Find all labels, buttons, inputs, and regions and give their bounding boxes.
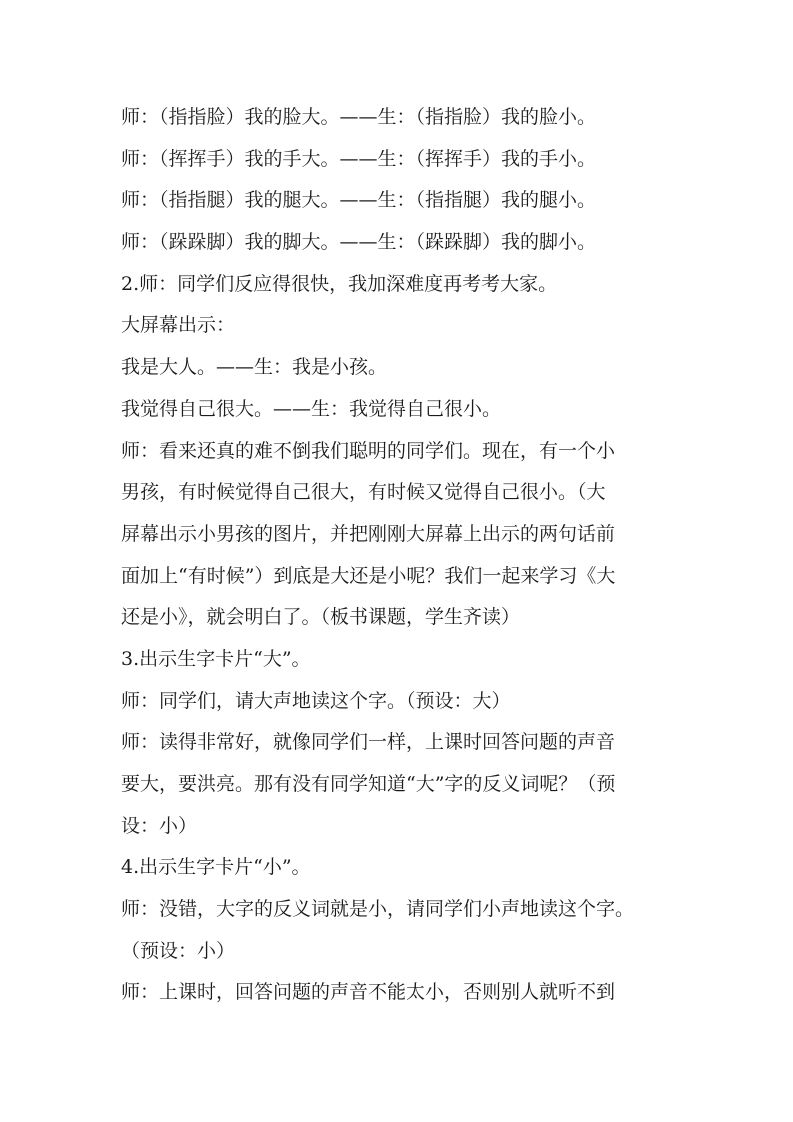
document-body: [121, 97, 681, 1014]
text-line: 男孩，有时候觉得自己很大，有时候又觉得自己很小。（大: [121, 481, 606, 504]
text-line: 设：小）: [121, 814, 198, 837]
text-line: 师：读得非常好，就像同学们一样，上课时回答问题的声音: [121, 731, 616, 754]
text-line: 面加上“有时候”）到底是大还是小呢？我们一起来学习《大: [121, 564, 616, 587]
text-line: （预设：小）: [121, 939, 236, 962]
text-line: 师：（跺跺脚）我的脚大。——生：（跺跺脚）我的脚小。: [121, 231, 597, 254]
text-line: 师：没错，大字的反义词就是小，请同学们小声地读这个字。: [121, 898, 635, 921]
text-line: 要大，要洪亮。那有没有同学知道“大”字的反义词呢？（预: [121, 773, 616, 795]
text-line: 还是小》，就会明白了。（板书课题，学生齐读）: [121, 606, 521, 629]
text-line: 2.师：同学们反应得很快，我加深难度再考考大家。: [121, 272, 558, 295]
text-line: 师：上课时，回答问题的声音不能太小，否则别人就听不到: [121, 981, 616, 1004]
text-line: 师：同学们，请大声地读这个字。（预设：大）: [121, 689, 511, 712]
text-line: 3.出示生字卡片“大”。: [121, 647, 311, 670]
text-line: 师：（指指腿）我的腿大。——生：（指指腿）我的腿小。: [121, 189, 597, 212]
text-line: 屏幕出示小男孩的图片，并把刚刚大屏幕上出示的两句话前: [121, 522, 616, 545]
text-line: 我觉得自己很大。——生：我觉得自己很小。: [121, 397, 502, 420]
text-line: 我是大人。——生：我是小孩。: [121, 356, 388, 379]
text-line: 师：（指指脸）我的脸大。——生：（指指脸）我的脸小。: [121, 106, 597, 128]
text-line: 4.出示生字卡片“小”。: [121, 856, 311, 879]
text-line: 大屏幕出示：: [121, 314, 236, 337]
text-line: 师：看来还真的难不倒我们聪明的同学们。现在，有一个小: [121, 439, 616, 462]
text-line: 师：（挥挥手）我的手大。——生：（挥挥手）我的手小。: [121, 147, 597, 170]
